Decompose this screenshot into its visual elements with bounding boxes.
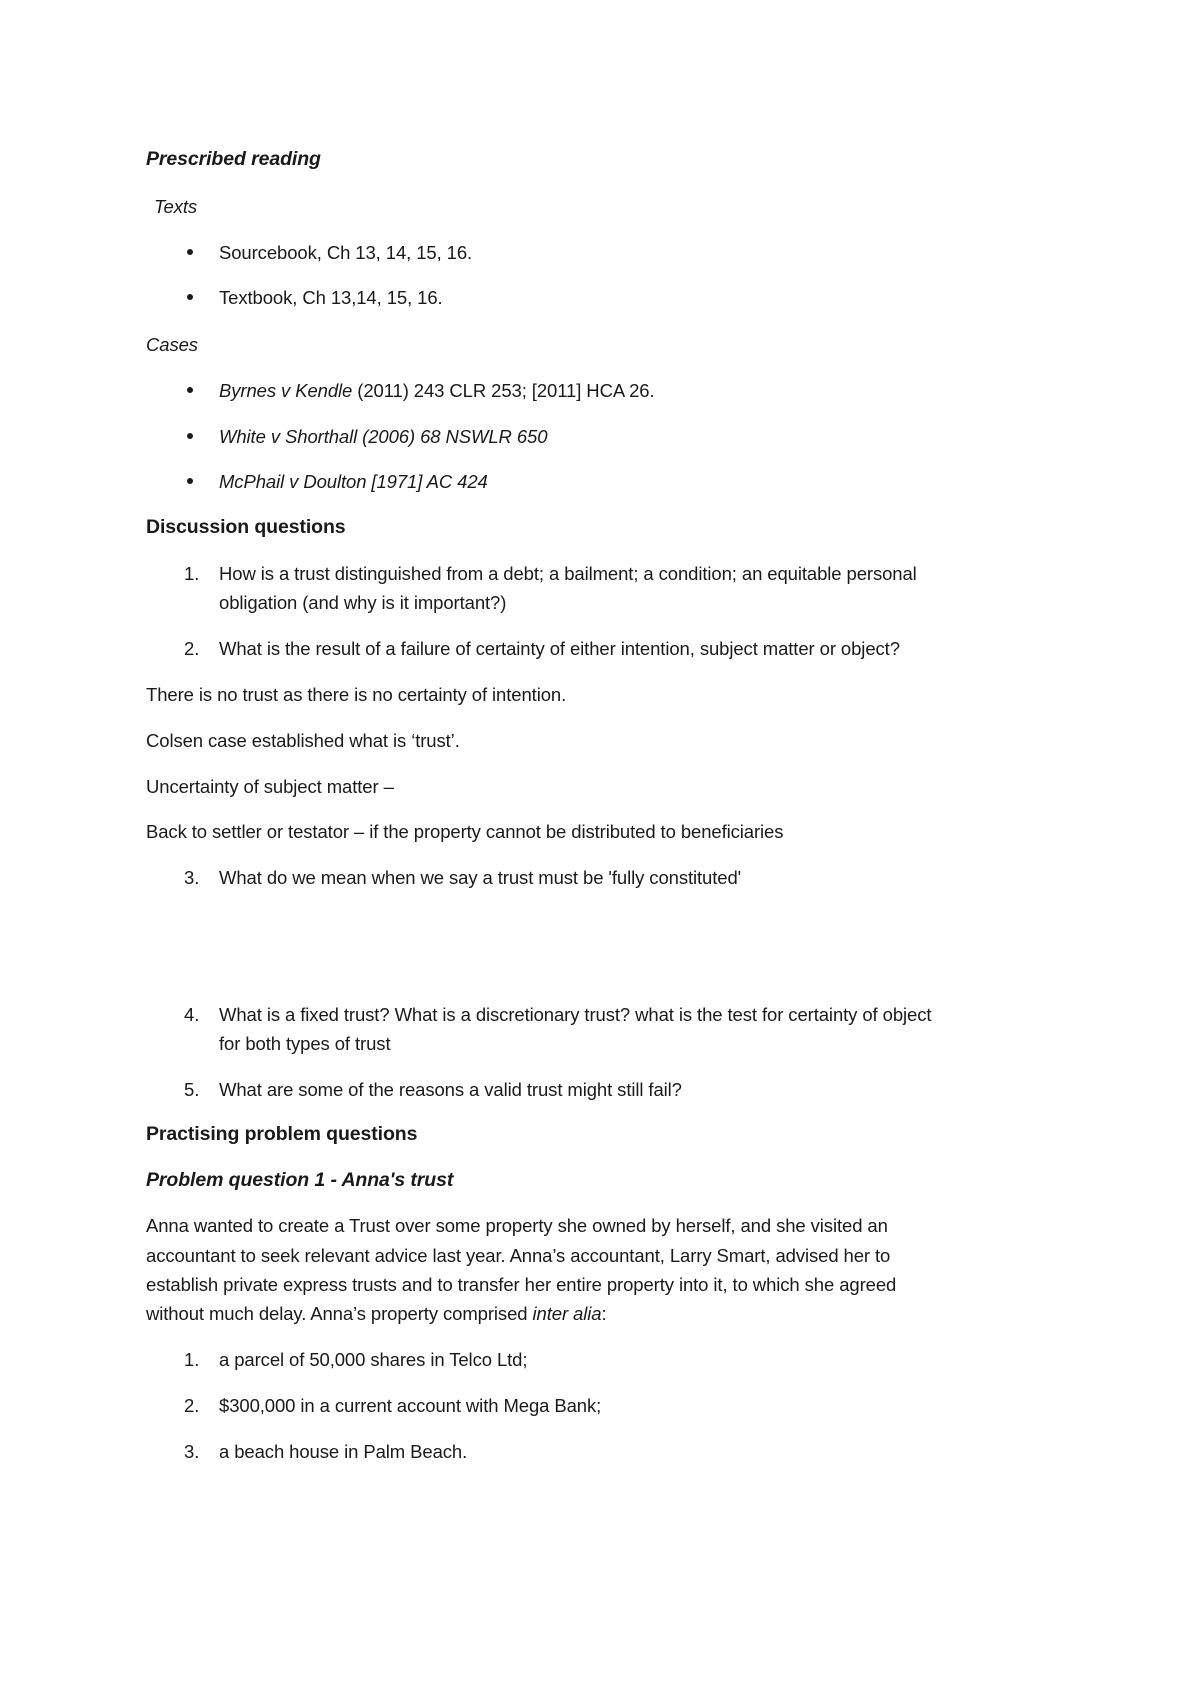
paragraph-line [146, 1299, 607, 1328]
question-4-line-2: for both types of trust [219, 1033, 391, 1054]
discussion-heading: Discussion questions [146, 516, 346, 538]
bullet-icon [187, 433, 193, 439]
case-item [219, 376, 655, 405]
text-item: Textbook, Ch 13,14, 15, 16. [219, 287, 443, 308]
bullet-icon [187, 249, 193, 255]
list-number: 2. [184, 638, 200, 659]
answer-note: There is no trust as there is no certainty of intention. [146, 684, 567, 705]
answer-note: Back to settler or testator – if the property cannot be distributed to beneficiaries [146, 821, 784, 842]
bullet-icon [187, 387, 193, 393]
list-number: 1. [184, 1349, 200, 1370]
case-item: McPhail v Doulton [1971] AC 424 [219, 471, 488, 492]
list-number: 3. [184, 867, 200, 888]
case-item: White v Shorthall (2006) 68 NSWLR 650 [219, 426, 548, 447]
paragraph-line: establish private express trusts and to transfer her entire property into it, to which she agreed [146, 1274, 897, 1295]
question-1-line-2: obligation (and why is it important?) [219, 592, 507, 613]
bullet-icon [187, 294, 193, 300]
paragraph-line: accountant to seek relevant advice last year. Anna’s accountant, Larry Smart, advised her to [146, 1245, 891, 1266]
question-4-line-1: What is a fixed trust? What is a discretionary trust? what is the test for certainty of object [219, 1004, 932, 1025]
list-number: 1. [184, 563, 200, 584]
question-1-line-1: How is a trust distinguished from a debt; a bailment; a condition; an equitable personal [219, 563, 917, 584]
paragraph-line: Anna wanted to create a Trust over some property she owned by herself, and she visited an [146, 1215, 888, 1236]
property-item: a beach house in Palm Beach. [219, 1441, 468, 1462]
question-3: What do we mean when we say a trust must be 'fully constituted' [219, 867, 742, 888]
text-item: Sourcebook, Ch 13, 14, 15, 16. [219, 242, 473, 263]
case-name: Byrnes v Kendle [219, 380, 353, 401]
paragraph-text: : [601, 1303, 607, 1324]
latin-term: inter alia [532, 1303, 602, 1324]
list-number: 4. [184, 1004, 200, 1025]
practising-heading: Practising problem questions [146, 1123, 418, 1145]
property-item: a parcel of 50,000 shares in Telco Ltd; [219, 1349, 528, 1370]
paragraph-text: without much delay. Anna’s property comprised [146, 1303, 533, 1324]
list-number: 3. [184, 1441, 200, 1462]
list-number: 5. [184, 1079, 200, 1100]
cases-label: Cases [146, 334, 198, 355]
property-item: $300,000 in a current account with Mega Bank; [219, 1395, 602, 1416]
list-number: 2. [184, 1395, 200, 1416]
bullet-icon [187, 478, 193, 484]
prescribed-reading-heading: Prescribed reading [146, 148, 321, 170]
answer-note: Colsen case established what is ‘trust’. [146, 730, 460, 751]
question-5: What are some of the reasons a valid trust might still fail? [219, 1079, 682, 1100]
problem-1-heading: Problem question 1 - Anna's trust [146, 1169, 454, 1191]
texts-label: Texts [154, 196, 198, 217]
answer-note: Uncertainty of subject matter – [146, 776, 394, 797]
question-2: What is the result of a failure of certainty of either intention, subject matter or object? [219, 638, 900, 659]
case-citation: (2011) 243 CLR 253; [2011] HCA 26. [352, 380, 655, 401]
